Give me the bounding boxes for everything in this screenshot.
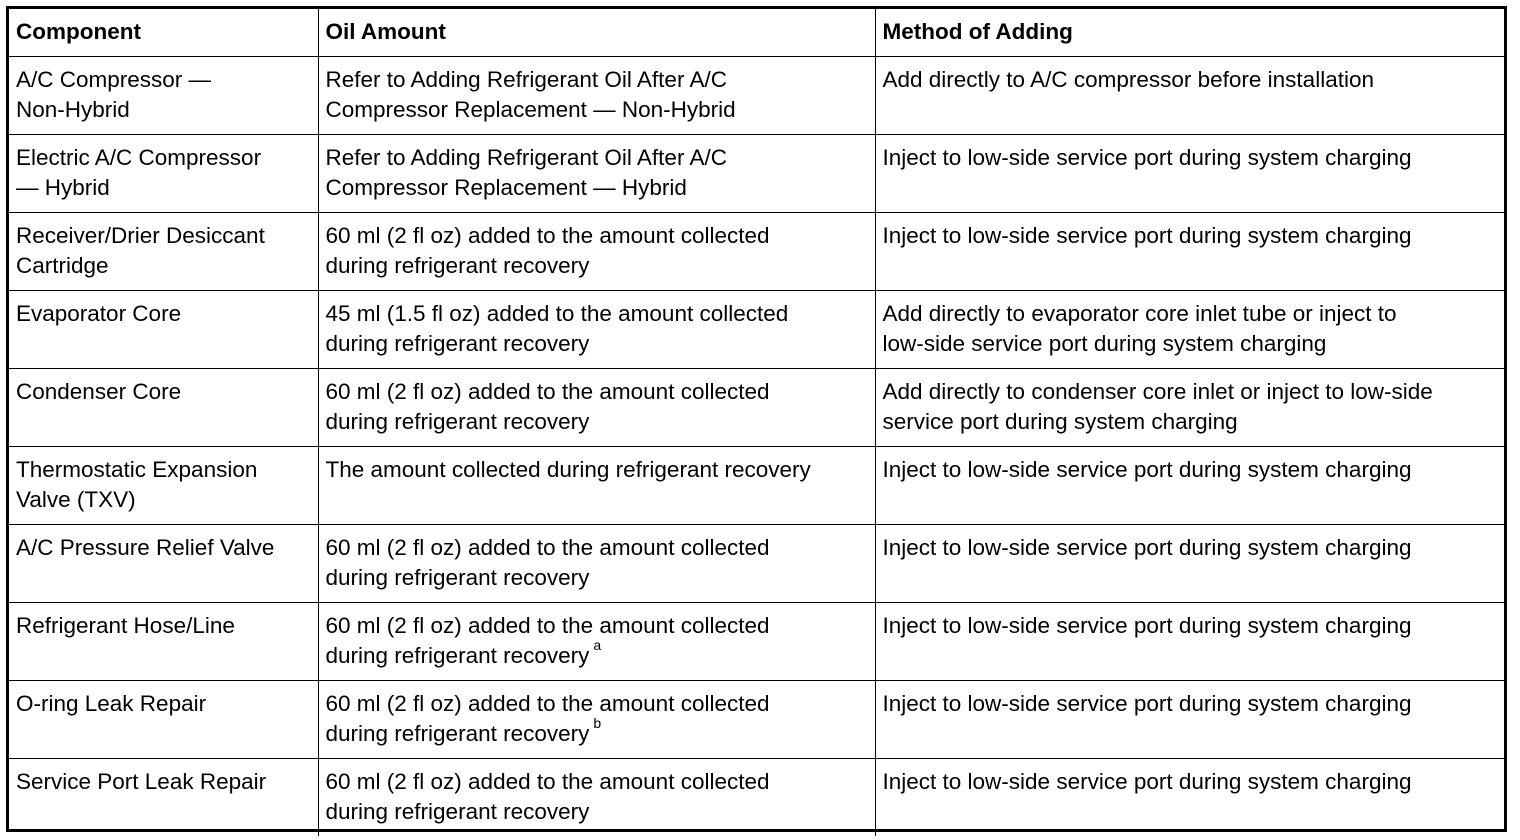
method-cell: [875, 446, 1504, 524]
component-cell-line: Condenser Core: [16, 378, 182, 404]
method-cell: [875, 212, 1504, 290]
component-cell: [9, 290, 318, 368]
component-cell: [9, 602, 318, 680]
method-cell-line: Inject to low-side service port during system charging: [882, 690, 1412, 716]
component-cell-line: A/C Compressor —: [16, 66, 212, 92]
method-cell-line: Inject to low-side service port during system charging: [882, 144, 1412, 170]
oil-amount-cell-line: The amount collected during refrigerant recovery: [325, 456, 811, 482]
method-cell: [875, 56, 1504, 134]
component-cell: [9, 212, 318, 290]
component-cell: [9, 680, 318, 758]
oil-amount-cell: [318, 524, 875, 602]
method-cell-line: service port during system charging: [882, 408, 1238, 434]
method-cell: [875, 680, 1504, 758]
component-cell-line: Electric A/C Compressor: [16, 144, 262, 170]
component-cell-line: Non-Hybrid: [16, 96, 130, 122]
oil-amount-cell-line: during refrigerant recovery: [325, 408, 590, 434]
header-method: Method of Adding: [875, 9, 1504, 56]
table-row: [9, 446, 1504, 524]
method-cell-line: Inject to low-side service port during system charging: [882, 768, 1412, 794]
oil-specification-table: [6, 6, 1507, 832]
method-cell-line: Inject to low-side service port during system charging: [882, 612, 1412, 638]
oil-amount-cell: [318, 680, 875, 758]
table-body: [9, 56, 1504, 836]
table-row: [9, 56, 1504, 134]
oil-amount-cell: [318, 134, 875, 212]
oil-amount-cell-line: during refrigerant recovery: [325, 720, 590, 746]
component-cell: [9, 758, 318, 836]
method-cell-line: Inject to low-side service port during system charging: [882, 456, 1412, 482]
component-cell-line: Service Port Leak Repair: [16, 768, 267, 794]
component-cell: [9, 134, 318, 212]
oil-amount-cell-line: Compressor Replacement — Non-Hybrid: [325, 96, 736, 122]
component-cell-line: Cartridge: [16, 252, 109, 278]
method-cell: [875, 290, 1504, 368]
component-cell-line: — Hybrid: [16, 174, 110, 200]
oil-amount-cell: [318, 290, 875, 368]
table-row: [9, 368, 1504, 446]
method-cell-line: Inject to low-side service port during system charging: [882, 222, 1412, 248]
table-row: [9, 680, 1504, 758]
oil-amount-cell: [318, 212, 875, 290]
method-cell-line: Add directly to A/C compressor before installation: [882, 66, 1374, 92]
method-cell-line: Inject to low-side service port during system charging: [882, 534, 1412, 560]
header-component: Component: [9, 9, 318, 56]
oil-amount-cell-line: Refer to Adding Refrigerant Oil After A/C: [325, 144, 727, 170]
component-cell-line: O-ring Leak Repair: [16, 690, 207, 716]
header-oil-amount: Oil Amount: [318, 9, 875, 56]
oil-amount-cell-line: Refer to Adding Refrigerant Oil After A/C: [325, 66, 727, 92]
oil-amount-cell-line: 60 ml (2 fl oz) added to the amount collected: [325, 222, 770, 248]
component-cell: [9, 524, 318, 602]
table-row: [9, 134, 1504, 212]
component-cell-line: Refrigerant Hose/Line: [16, 612, 235, 638]
method-cell-line: Add directly to evaporator core inlet tube or inject to: [882, 300, 1397, 326]
method-cell: [875, 368, 1504, 446]
footnote-marker: a: [593, 637, 602, 653]
component-cell: [9, 56, 318, 134]
footnote-marker: b: [593, 715, 602, 731]
method-cell: [875, 134, 1504, 212]
oil-amount-cell: [318, 446, 875, 524]
component-cell-line: Valve (TXV): [16, 486, 136, 512]
oil-amount-cell-line: Compressor Replacement — Hybrid: [325, 174, 687, 200]
header-row: [9, 9, 1504, 56]
oil-amount-cell-line: during refrigerant recovery: [325, 252, 590, 278]
method-cell-line: low-side service port during system charging: [882, 330, 1327, 356]
oil-amount-cell-line: 60 ml (2 fl oz) added to the amount collected: [325, 534, 770, 560]
method-cell-line: Add directly to condenser core inlet or inject to low-side: [882, 378, 1433, 404]
oil-amount-cell: [318, 758, 875, 836]
oil-amount-cell-line: 60 ml (2 fl oz) added to the amount collected: [325, 690, 770, 716]
component-cell-line: Thermostatic Expansion: [16, 456, 258, 482]
component-cell-line: A/C Pressure Relief Valve: [16, 534, 275, 560]
oil-amount-cell-line: 45 ml (1.5 fl oz) added to the amount collected: [325, 300, 789, 326]
table-row: [9, 758, 1504, 836]
table-row: [9, 290, 1504, 368]
component-cell: [9, 446, 318, 524]
method-cell: [875, 758, 1504, 836]
table-row: [9, 602, 1504, 680]
oil-amount-cell-line: during refrigerant recovery: [325, 642, 590, 668]
oil-amount-cell-line: during refrigerant recovery: [325, 798, 590, 824]
table-row: [9, 212, 1504, 290]
method-cell: [875, 602, 1504, 680]
oil-amount-cell-line: 60 ml (2 fl oz) added to the amount collected: [325, 612, 770, 638]
oil-amount-cell-line: 60 ml (2 fl oz) added to the amount collected: [325, 768, 770, 794]
oil-amount-cell-line: 60 ml (2 fl oz) added to the amount collected: [325, 378, 770, 404]
oil-amount-cell-line: during refrigerant recovery: [325, 564, 590, 590]
table-row: [9, 524, 1504, 602]
component-cell: [9, 368, 318, 446]
refrigerant-oil-table: [9, 9, 1504, 836]
method-cell: [875, 524, 1504, 602]
component-cell-line: Receiver/Drier Desiccant: [16, 222, 265, 248]
oil-amount-cell-line: during refrigerant recovery: [325, 330, 590, 356]
component-cell-line: Evaporator Core: [16, 300, 182, 326]
oil-amount-cell: [318, 56, 875, 134]
oil-amount-cell: [318, 602, 875, 680]
oil-amount-cell: [318, 368, 875, 446]
